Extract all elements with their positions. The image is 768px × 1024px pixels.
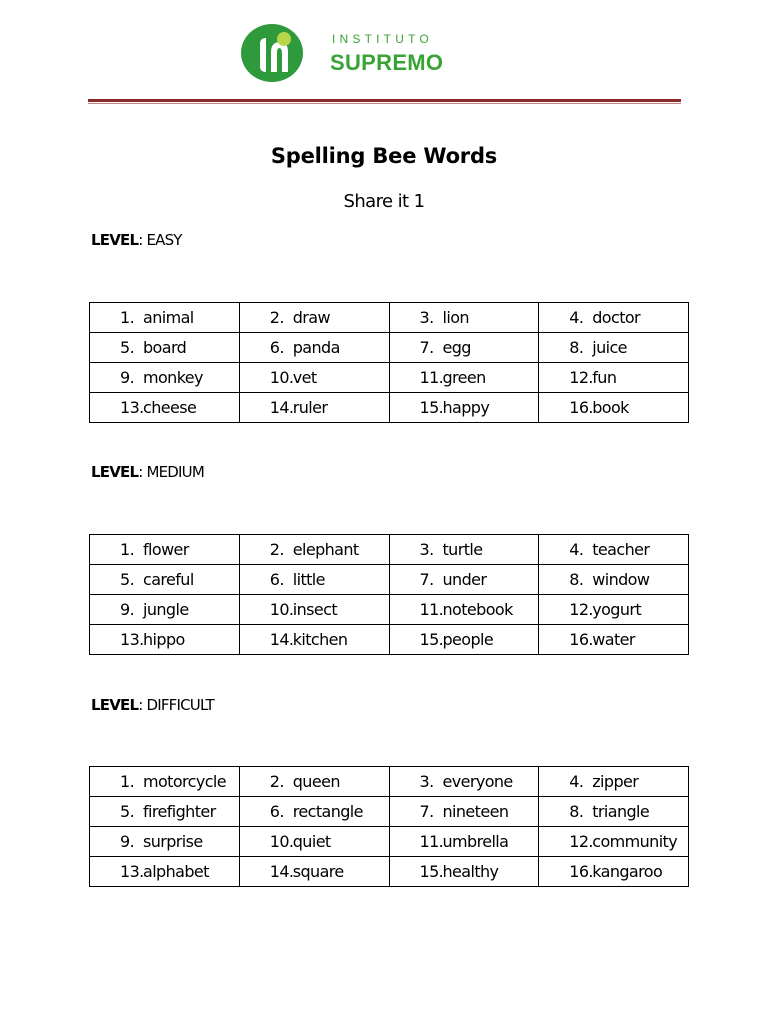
word-number: 12. [569, 832, 593, 851]
word-text: healthy [442, 862, 499, 881]
word-table-medium [89, 534, 689, 655]
word-cell [539, 797, 689, 827]
word-text: kangaroo [592, 862, 663, 881]
word-number: 13. [120, 630, 144, 649]
word-text: panda [292, 338, 340, 357]
table-row [90, 565, 689, 595]
word-cell [389, 797, 539, 827]
word-number: 5. [120, 570, 135, 589]
table-row [90, 827, 689, 857]
word-cell [90, 363, 240, 393]
word-number: 9. [120, 368, 135, 387]
word-text: egg [442, 338, 471, 357]
word-table-easy [89, 302, 689, 423]
word-cell [90, 767, 240, 797]
word-number: 1. [120, 308, 135, 327]
word-cell [90, 857, 240, 887]
word-cell [239, 333, 389, 363]
word-number: 1. [120, 540, 135, 559]
word-number: 11. [419, 832, 444, 851]
word-text: everyone [442, 772, 513, 791]
word-text: notebook [442, 600, 513, 619]
table-row [90, 303, 689, 333]
word-number: 7. [419, 570, 434, 589]
word-cell [239, 827, 389, 857]
word-cell [239, 303, 389, 333]
word-text: zipper [592, 772, 639, 791]
word-cell [90, 303, 240, 333]
word-number: 14. [269, 630, 294, 649]
word-cell [239, 535, 389, 565]
level-key: LEVEL [91, 696, 139, 714]
word-text: square [292, 862, 344, 881]
level-heading-medium [91, 463, 204, 481]
logo-text-top: INSTITUTO [332, 32, 433, 46]
level-heading-difficult [91, 696, 214, 714]
word-number: 9. [120, 832, 135, 851]
level-heading-easy [91, 231, 182, 249]
word-cell [539, 767, 689, 797]
level-value: : DIFFICULT [138, 696, 214, 714]
word-cell [239, 797, 389, 827]
word-text: animal [143, 308, 194, 327]
word-cell [539, 565, 689, 595]
word-number: 10. [269, 600, 294, 619]
word-text: insect [292, 600, 337, 619]
word-number: 6. [269, 802, 284, 821]
word-cell [539, 363, 689, 393]
word-text: board [143, 338, 187, 357]
level-key: LEVEL [91, 463, 139, 481]
word-number: 5. [120, 338, 135, 357]
word-number: 13. [120, 398, 144, 417]
word-cell [389, 363, 539, 393]
word-number: 4. [569, 308, 584, 327]
word-text: firefighter [143, 802, 216, 821]
word-number: 14. [269, 862, 294, 881]
word-number: 14. [269, 398, 294, 417]
table-row [90, 363, 689, 393]
word-number: 3. [419, 540, 434, 559]
word-cell [239, 625, 389, 655]
word-cell [539, 333, 689, 363]
word-number: 3. [419, 308, 434, 327]
word-text: alphabet [143, 862, 209, 881]
word-cell [389, 565, 539, 595]
word-text: green [442, 368, 486, 387]
word-number: 4. [569, 540, 584, 559]
word-number: 16. [569, 630, 593, 649]
word-text: triangle [592, 802, 650, 821]
word-number: 3. [419, 772, 434, 791]
level-key: LEVEL [91, 231, 139, 249]
word-cell [389, 333, 539, 363]
document-title: Spelling Bee Words [270, 144, 498, 168]
word-number: 10. [269, 832, 294, 851]
word-text: cheese [143, 398, 197, 417]
word-text: happy [442, 398, 490, 417]
word-number: 13. [120, 862, 144, 881]
word-cell [389, 827, 539, 857]
word-cell [90, 797, 240, 827]
word-text: monkey [143, 368, 203, 387]
word-text: hippo [143, 630, 185, 649]
word-number: 9. [120, 600, 135, 619]
word-number: 16. [569, 862, 593, 881]
word-text: draw [292, 308, 330, 327]
word-number: 11. [419, 600, 444, 619]
word-text: window [592, 570, 650, 589]
word-number: 6. [269, 338, 284, 357]
word-cell [539, 393, 689, 423]
level-value: : MEDIUM [138, 463, 204, 481]
word-text: surprise [143, 832, 203, 851]
word-number: 1. [120, 772, 135, 791]
word-number: 6. [269, 570, 284, 589]
word-cell [539, 827, 689, 857]
word-cell [90, 595, 240, 625]
word-cell [389, 393, 539, 423]
word-text: vet [292, 368, 317, 387]
word-cell [239, 363, 389, 393]
word-text: book [592, 398, 629, 417]
word-cell [239, 857, 389, 887]
word-number: 8. [569, 802, 584, 821]
word-cell [90, 827, 240, 857]
level-value: : EASY [138, 231, 182, 249]
word-cell [239, 393, 389, 423]
word-cell [389, 303, 539, 333]
word-cell [90, 535, 240, 565]
word-text: under [442, 570, 487, 589]
word-cell [90, 565, 240, 595]
word-text: nineteen [442, 802, 509, 821]
word-number: 15. [419, 630, 444, 649]
table-row [90, 625, 689, 655]
table-row [90, 857, 689, 887]
word-text: elephant [292, 540, 359, 559]
word-text: yogurt [592, 600, 642, 619]
word-number: 4. [569, 772, 584, 791]
word-text: kitchen [292, 630, 348, 649]
word-text: teacher [592, 540, 650, 559]
word-cell [239, 767, 389, 797]
word-text: queen [292, 772, 340, 791]
word-cell [389, 767, 539, 797]
table-row [90, 535, 689, 565]
word-cell [539, 857, 689, 887]
table-row [90, 333, 689, 363]
word-number: 7. [419, 802, 434, 821]
logo-text-bottom: SUPREMO [330, 50, 444, 75]
word-number: 11. [419, 368, 444, 387]
word-number: 16. [569, 398, 593, 417]
word-cell [389, 625, 539, 655]
word-text: flower [143, 540, 189, 559]
word-cell [539, 625, 689, 655]
word-number: 15. [419, 398, 444, 417]
table-row [90, 797, 689, 827]
word-number: 15. [419, 862, 444, 881]
word-text: lion [442, 308, 469, 327]
word-number: 12. [569, 368, 593, 387]
word-text: doctor [592, 308, 641, 327]
word-cell [539, 595, 689, 625]
table-row [90, 767, 689, 797]
word-cell [389, 595, 539, 625]
word-cell [239, 595, 389, 625]
word-text: water [592, 630, 635, 649]
word-cell [90, 333, 240, 363]
table-row [90, 595, 689, 625]
instituto-supremo-logo [240, 22, 470, 84]
word-cell [239, 565, 389, 595]
word-number: 2. [269, 772, 284, 791]
table-row [90, 393, 689, 423]
document-subtitle: Share it 1 [343, 191, 425, 212]
word-number: 12. [569, 600, 593, 619]
word-text: juice [592, 338, 627, 357]
word-cell [389, 535, 539, 565]
word-cell [389, 857, 539, 887]
word-text: little [292, 570, 325, 589]
word-number: 10. [269, 368, 294, 387]
word-cell [90, 393, 240, 423]
logo-mark-icon [240, 22, 310, 84]
word-text: fun [592, 368, 617, 387]
word-text: jungle [143, 600, 189, 619]
word-number: 2. [269, 308, 284, 327]
word-cell [90, 625, 240, 655]
word-text: rectangle [292, 802, 363, 821]
word-number: 8. [569, 338, 584, 357]
word-text: umbrella [442, 832, 509, 851]
word-number: 2. [269, 540, 284, 559]
word-table-difficult [89, 766, 689, 887]
word-text: motorcycle [143, 772, 227, 791]
word-text: quiet [292, 832, 331, 851]
word-text: ruler [292, 398, 328, 417]
word-text: community [592, 832, 678, 851]
word-number: 7. [419, 338, 434, 357]
word-cell [539, 535, 689, 565]
word-cell [539, 303, 689, 333]
word-text: turtle [442, 540, 483, 559]
word-text: people [442, 630, 494, 649]
word-number: 5. [120, 802, 135, 821]
word-number: 8. [569, 570, 584, 589]
word-text: careful [143, 570, 194, 589]
